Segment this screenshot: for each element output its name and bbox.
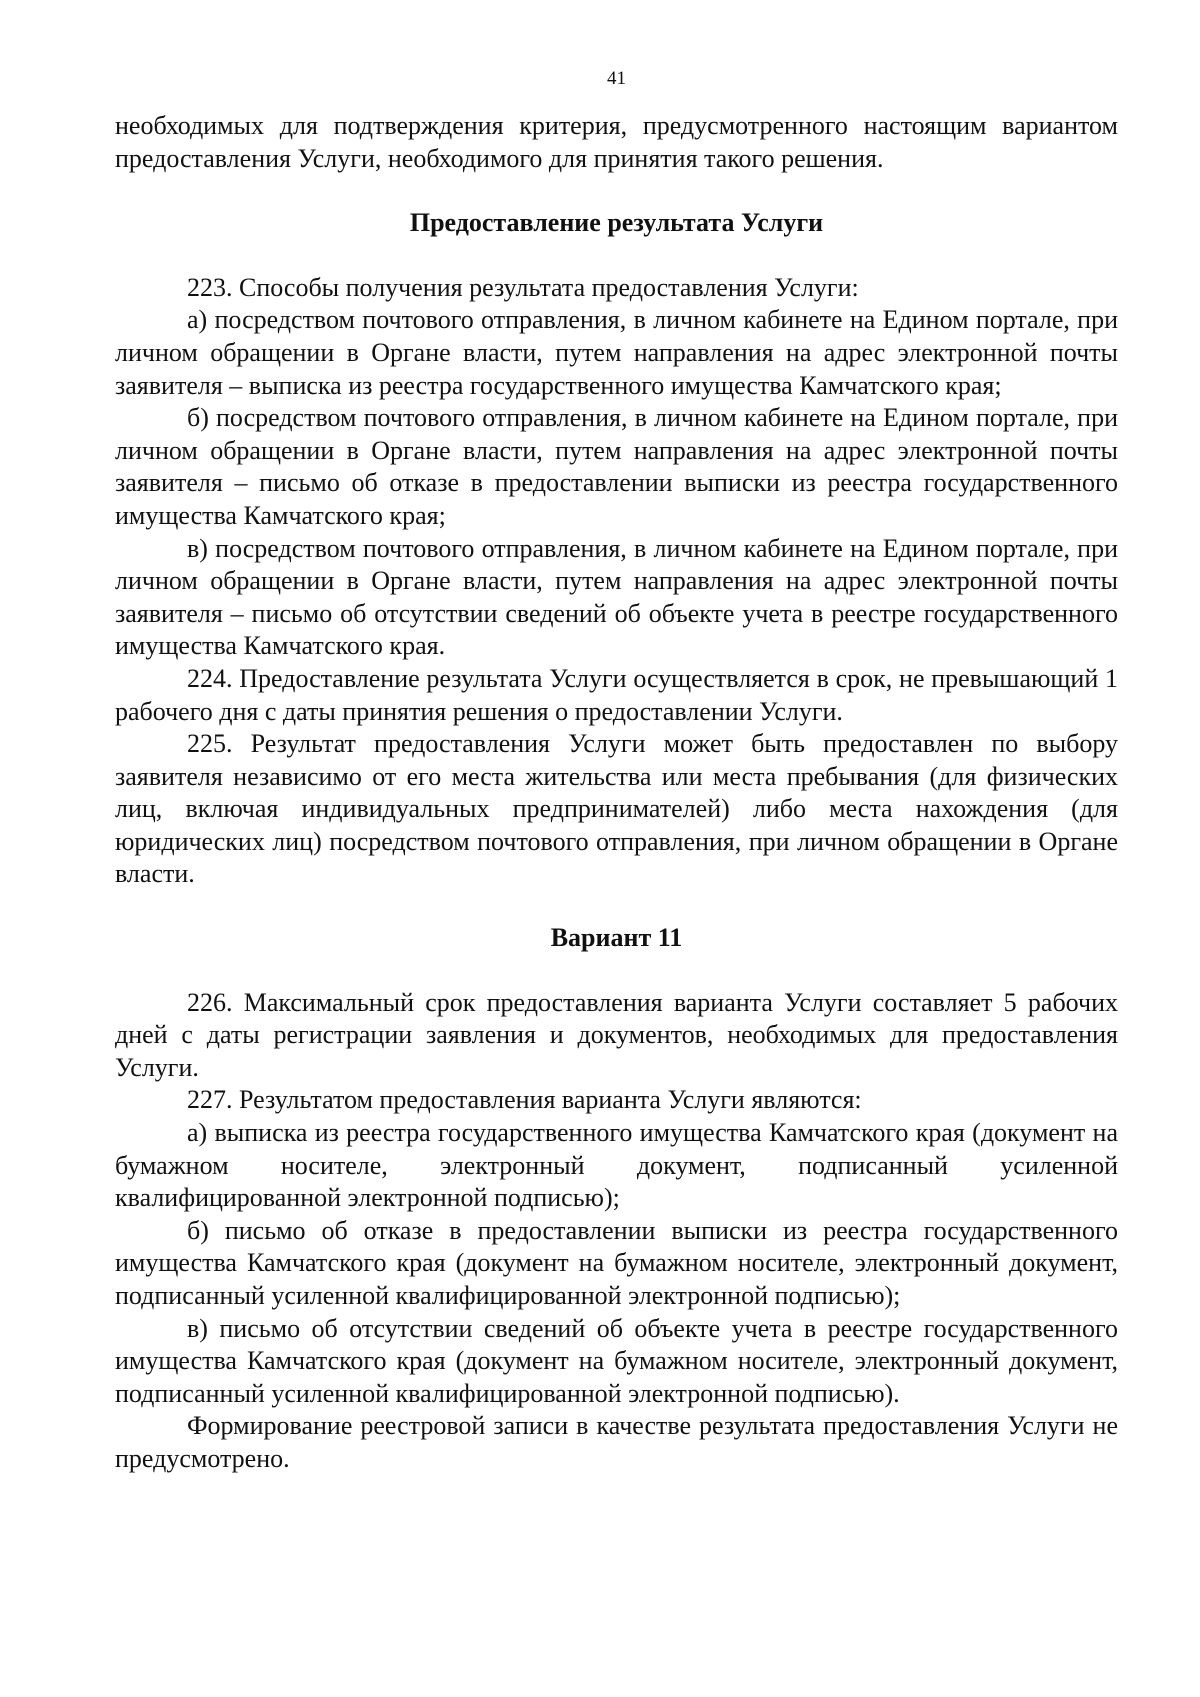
paragraph-225: 225. Результат предоставления Услуги может быть предоставлен по выбору заявителя независимо от его места жительства или места пребывания (для физических лиц, включая индивидуальных предпринимателей) либо места нахождения (для юридических лиц) посредством почтового отправления, при личном обращении в Органе власти. [115,729,1118,889]
paragraph-223: 223. Способы получения результата предоставления Услуги: [187,272,859,302]
paragraph-223-b: б) посредством почтового отправления, в личном кабинете на Едином портале, при личном обращении в Органе власти, путем направления на адрес электронной почты заявителя – письмо об отказе в предоставлении выписки из реестра государственного имущества Камчатского края; [115,403,1118,530]
paragraph-223-a: а) посредством почтового отправления, в личном кабинете на Едином портале, при личном обращении в Органе власти, путем направления на адрес электронной почты заявителя – выписка из реестра государственного имущества Камчатского края; [115,305,1118,400]
paragraph-223-v: в) посредством почтового отправления, в личном кабинете на Едином портале, при личном обращении в Органе власти, путем направления на адрес электронной почты заявителя – письмо об отсутствии сведений об объекте учета в реестре государственного имущества Камчатского края. [115,533,1118,661]
paragraph-227: 227. Результатом предоставления варианта Услуги являются: [187,1085,862,1115]
page-number: 41 [607,68,626,89]
section-heading-variant-11: Вариант 11 [550,923,683,953]
document-body [115,110,1118,1476]
paragraph-224: 224. Предоставление результата Услуги осуществляется в срок, не превышающий 1 рабочего дня с даты принятия решения о предоставлении Услуги. [115,663,1118,726]
paragraph-227-v: в) письмо об отсутствии сведений об объекте учета в реестре государственного имущества Камчатского края (документ на бумажном носителе, электронный документ, подписанный усиленной квалифицированной электронной подписью). [115,1313,1118,1408]
paragraph-226: 226. Максимальный срок предоставления варианта Услуги составляет 5 рабочих дней с даты регистрации заявления и документов, необходимых для предоставления Услуги. [115,987,1118,1082]
paragraph-registry-record: Формирование реестровой записи в качестве результата предоставления Услуги не предусмотрено. [115,1411,1118,1473]
section-heading-result: Предоставление результата Услуги [409,208,824,238]
paragraph-227-b: б) письмо об отказе в предоставлении выписки из реестра государственного имущества Камчатского края (документ на бумажном носителе, электронный документ, подписанный усиленной квалифицированной электронной подписью); [115,1215,1118,1310]
paragraph-227-a: а) выписка из реестра государственного имущества Камчатского края (документ на бумажном носителе, электронный документ, подписанный усиленной квалифицированной электронной подписью); [115,1118,1118,1213]
intro-paragraph: необходимых для подтверждения критерия, предусмотренного настоящим вариантом предоставления Услуги, необходимого для принятия такого решения. [115,111,1118,173]
